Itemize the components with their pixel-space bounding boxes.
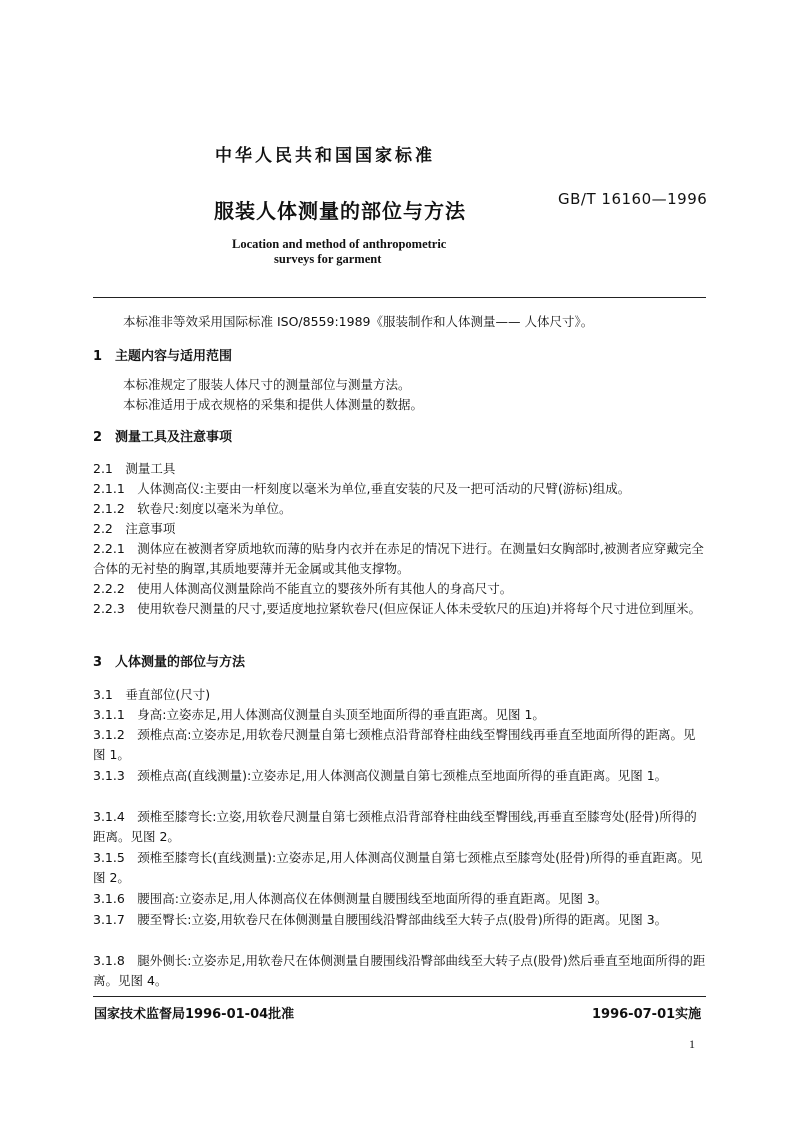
clause-3-1: 3.1 垂直部位(尺寸) bbox=[93, 687, 211, 702]
clause-2-1: 2.1 测量工具 bbox=[93, 461, 176, 476]
clause-3-1-3: 3.1.3 颈椎点高(直线测量):立姿赤足,用人体测高仪测量自第七颈椎点至地面所得的垂直距离。见图 1。 bbox=[93, 768, 668, 783]
english-title-line1: Location and method of anthropometric bbox=[232, 237, 447, 251]
clause-3-1-6: 3.1.6 腰围高:立姿赤足,用人体测高仪在体侧测量自腰围线至地面所得的垂直距离。见图 3。 bbox=[93, 891, 608, 906]
footer-divider bbox=[93, 996, 706, 997]
clause-3-1-8: 3.1.8 腿外侧长:立姿赤足,用软卷尺在体侧测量自腰围线沿臀部曲线至大转子点(股骨)然后垂直至地面所得的距离。见图 4。 bbox=[93, 953, 706, 988]
national-standard-heading: 中华人民共和国国家标准 bbox=[215, 146, 435, 166]
clause-2-2-1: 2.2.1 测体应在被测者穿质地软而薄的贴身内衣并在赤足的情况下进行。在测量妇女胸部时,被测者应穿戴完全合体的无衬垫的胸罩,其质地要薄并无金属或其他支撑物。 bbox=[93, 541, 704, 576]
header-divider bbox=[93, 297, 706, 298]
clause-3-1-4: 3.1.4 颈椎至膝弯长:立姿,用软卷尺测量自第七颈椎点沿背部脊柱曲线至臀围线,再垂直至膝弯处(胫骨)所得的距离。见图 2。 bbox=[93, 809, 697, 844]
clause-2-2-2: 2.2.2 使用人体测高仪测量除尚不能直立的婴孩外所有其他人的身高尺寸。 bbox=[93, 581, 513, 596]
clause-3-1-5: 3.1.5 颈椎至膝弯长(直线测量):立姿赤足,用人体测高仪测量自第七颈椎点至膝弯处(胫骨)所得的垂直距离。见图 2。 bbox=[93, 850, 703, 885]
section-1-paragraph-1: 本标准规定了服装人体尺寸的测量部位与测量方法。 bbox=[123, 377, 411, 392]
english-title-line2: surveys for garment bbox=[274, 252, 382, 266]
clause-3-1-7: 3.1.7 腰至臀长:立姿,用软卷尺在体侧测量自腰围线沿臀部曲线至大转子点(股骨)所得的距离。见图 3。 bbox=[93, 912, 668, 927]
section-1-heading: 1 主题内容与适用范围 bbox=[93, 349, 233, 364]
clause-2-1-1: 2.1.1 人体测高仪:主要由一杆刻度以毫米为单位,垂直安装的尺及一把可活动的尺臂(游标)组成。 bbox=[93, 481, 631, 496]
document-title: 服装人体测量的部位与方法 bbox=[214, 199, 466, 223]
clause-3-1-1: 3.1.1 身高:立姿赤足,用人体测高仪测量自头顶至地面所得的垂直距离。见图 1。 bbox=[93, 707, 545, 722]
section-2-heading: 2 测量工具及注意事项 bbox=[93, 430, 233, 445]
standard-number: GB/T 16160—1996 bbox=[558, 190, 708, 208]
clause-2-1-2: 2.1.2 软卷尺:刻度以毫米为单位。 bbox=[93, 501, 292, 516]
approval-date: 国家技术监督局1996-01-04批准 bbox=[94, 1007, 295, 1022]
section-1-paragraph-2: 本标准适用于成衣规格的采集和提供人体测量的数据。 bbox=[123, 397, 424, 412]
page-number: 1 bbox=[689, 1037, 695, 1051]
clause-2-2: 2.2 注意事项 bbox=[93, 521, 176, 536]
implementation-date: 1996-07-01实施 bbox=[592, 1007, 702, 1022]
intro-paragraph: 本标准非等效采用国际标准 ISO/8559:1989《服装制作和人体测量—— 人体尺寸》。 bbox=[123, 314, 594, 329]
section-3-heading: 3 人体测量的部位与方法 bbox=[93, 655, 246, 670]
clause-2-2-3: 2.2.3 使用软卷尺测量的尺寸,要适度地拉紧软卷尺(但应保证人体未受软尺的压迫)并将每个尺寸进位到厘米。 bbox=[93, 601, 702, 616]
clause-3-1-2: 3.1.2 颈椎点高:立姿赤足,用软卷尺测量自第七颈椎点沿背部脊柱曲线至臀围线再垂直至地面所得的距离。见图 1。 bbox=[93, 727, 696, 762]
